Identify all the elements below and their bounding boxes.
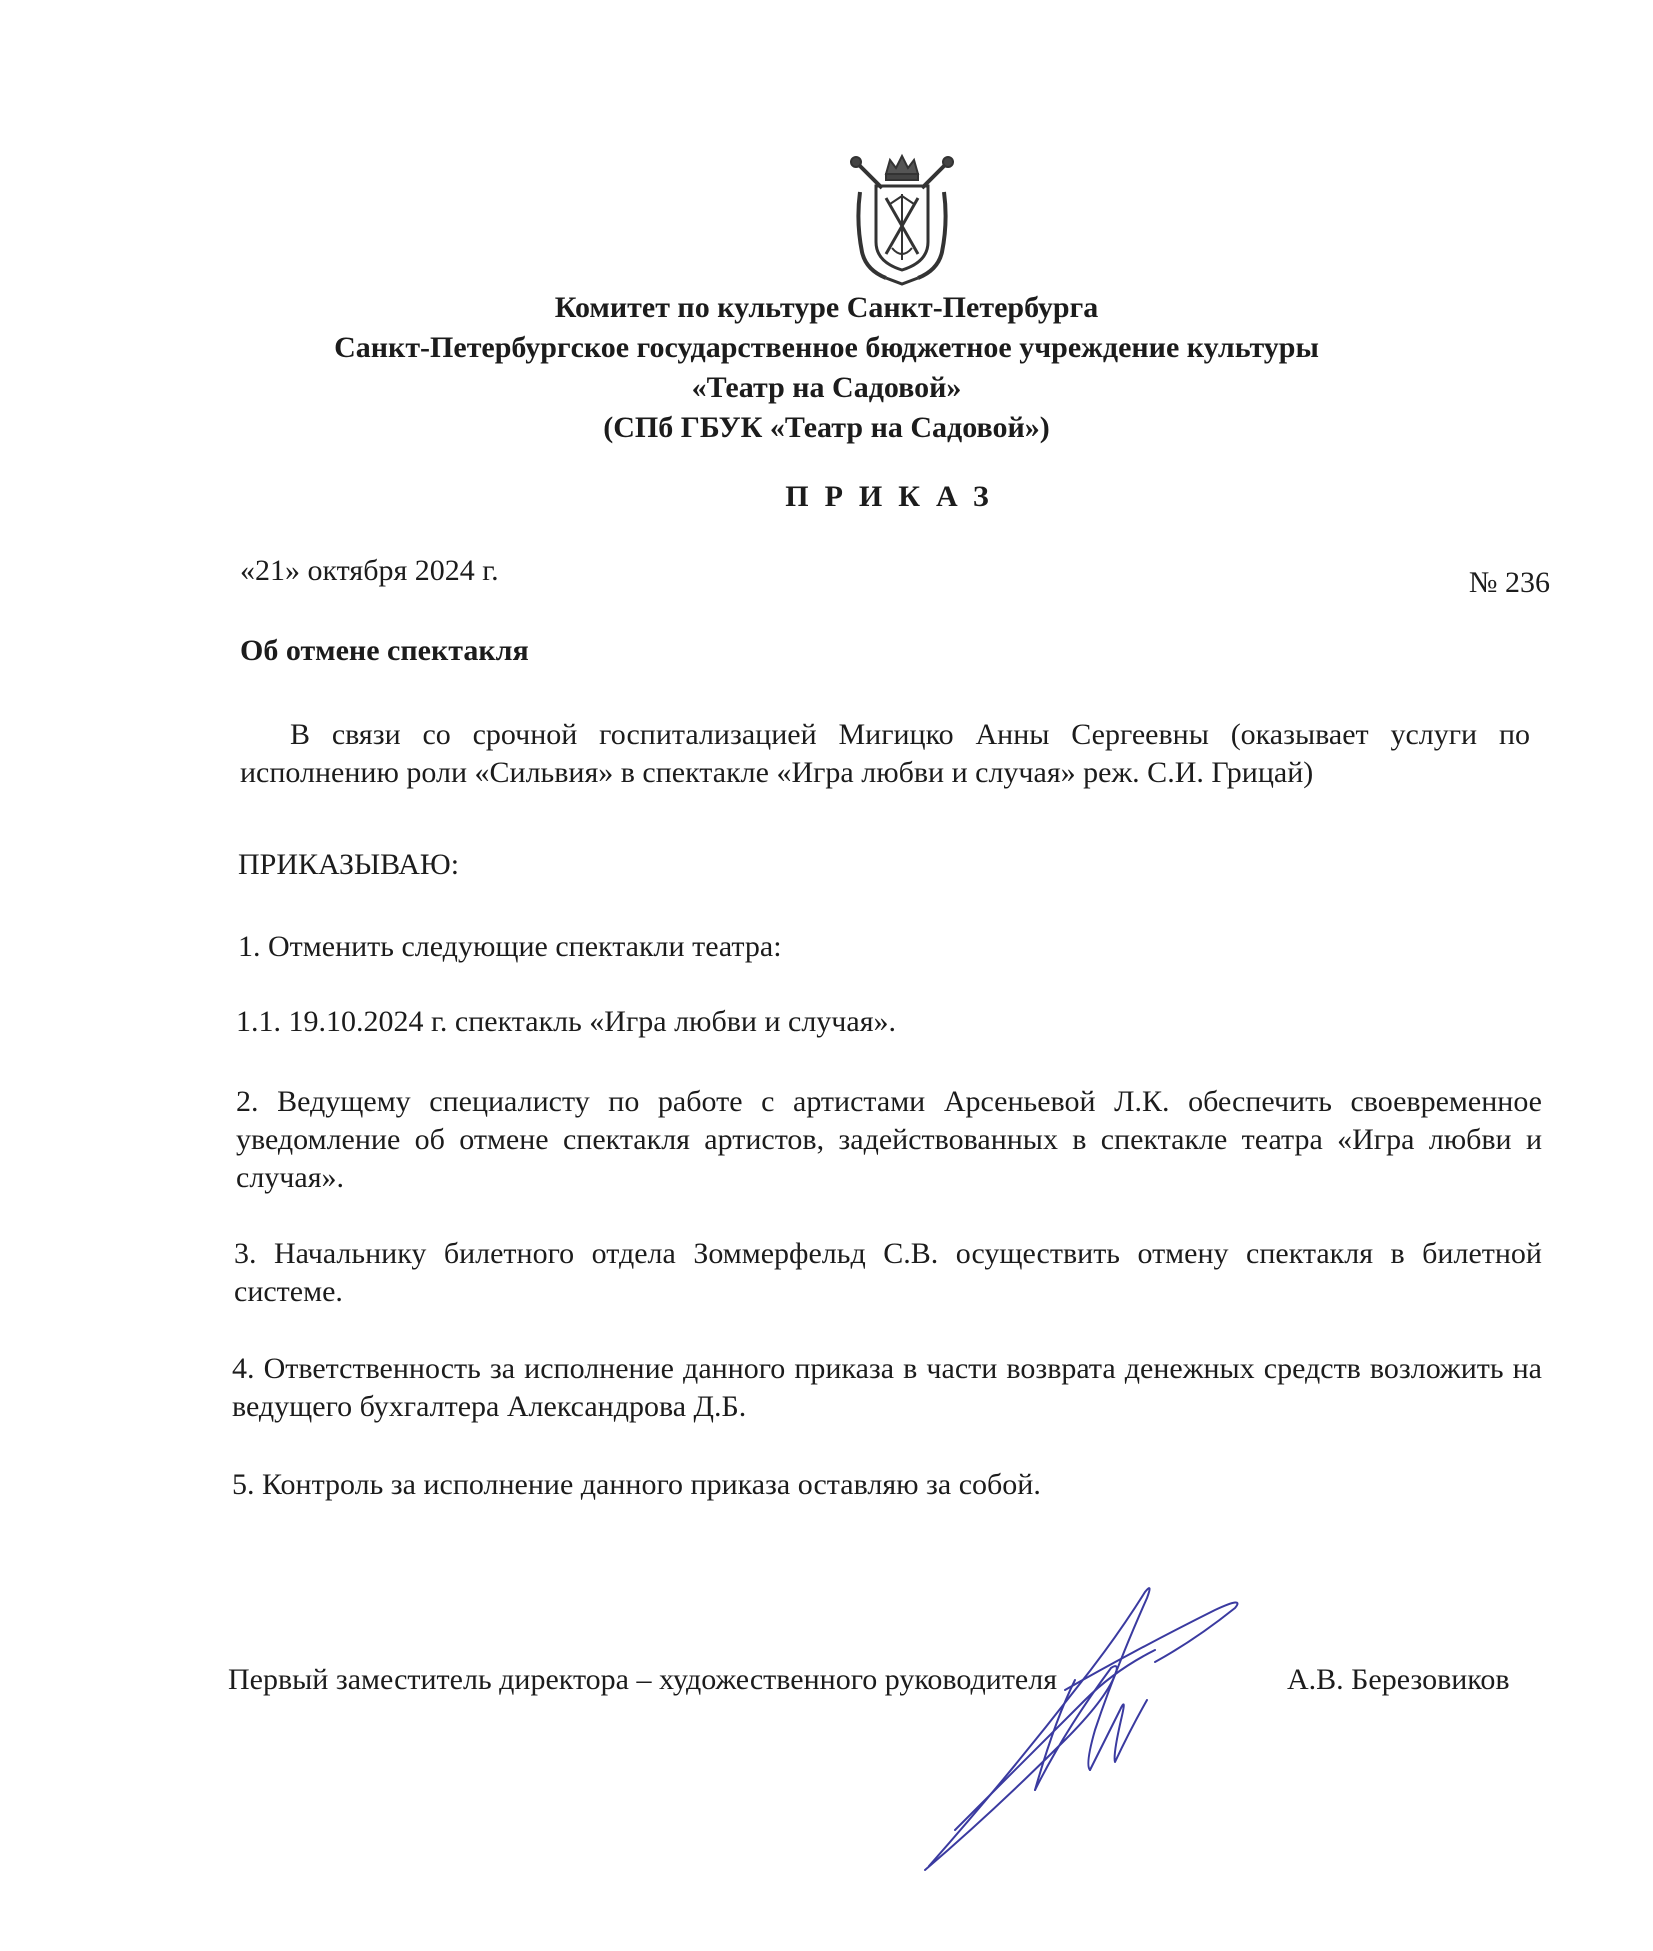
header-theatre-abbrev: (СПб ГБУК «Театр на Садовой») — [603, 411, 1050, 444]
document-subject: Об отмене спектакля — [240, 634, 529, 667]
header-committee: Комитет по культуре Санкт-Петербурга — [554, 291, 1099, 324]
order-item-5: 5. Контроль за исполнение данного приказа оставляю за собой. — [232, 1468, 1041, 1501]
document-date: «21» октября 2024 г. — [240, 554, 499, 587]
order-item-4: 4. Ответственность за исполнение данного приказа в части возврата денежных средств возложить на ведущего бухгалтера Александрова Д.Б. — [232, 1352, 1542, 1423]
header-block — [0, 288, 1653, 448]
handwritten-signature — [915, 1580, 1395, 1880]
order-word: ПРИКАЗЫВАЮ: — [238, 848, 460, 881]
document-title: ПРИКАЗ — [785, 480, 1005, 513]
signatory-position: Первый заместитель директора – художественного руководителя — [228, 1663, 1058, 1696]
coat-of-arms-icon — [846, 152, 958, 288]
header-theatre-name: «Театр на Садовой» — [691, 371, 962, 404]
preamble-paragraph: В связи со срочной госпитализацией Мигицко Анны Сергеевны (оказывает услуги по исполнению роли «Сильвия» в спектакле «Игра любви и случая» реж. С.И. Грицай) — [240, 718, 1530, 789]
order-item-1-1: 1.1. 19.10.2024 г. спектакль «Игра любви и случая». — [236, 1005, 896, 1038]
header-institution: Санкт-Петербургское государственное бюджетное учреждение культуры — [334, 331, 1319, 364]
order-item-3: 3. Начальнику билетного отдела Зоммерфельд С.В. осуществить отмену спектакля в билетной системе. — [234, 1237, 1542, 1308]
signatory-name: А.В. Березовиков — [1287, 1663, 1510, 1696]
order-item-1: 1. Отменить следующие спектакли театра: — [238, 930, 782, 963]
document-number: № 236 — [1468, 566, 1550, 599]
order-item-2: 2. Ведущему специалисту по работе с артистами Арсеньевой Л.К. обеспечить своевременное уведомление об отмене спектакля артистов, задействованных в спектакле театра «Игра любви и случая». — [236, 1085, 1542, 1194]
